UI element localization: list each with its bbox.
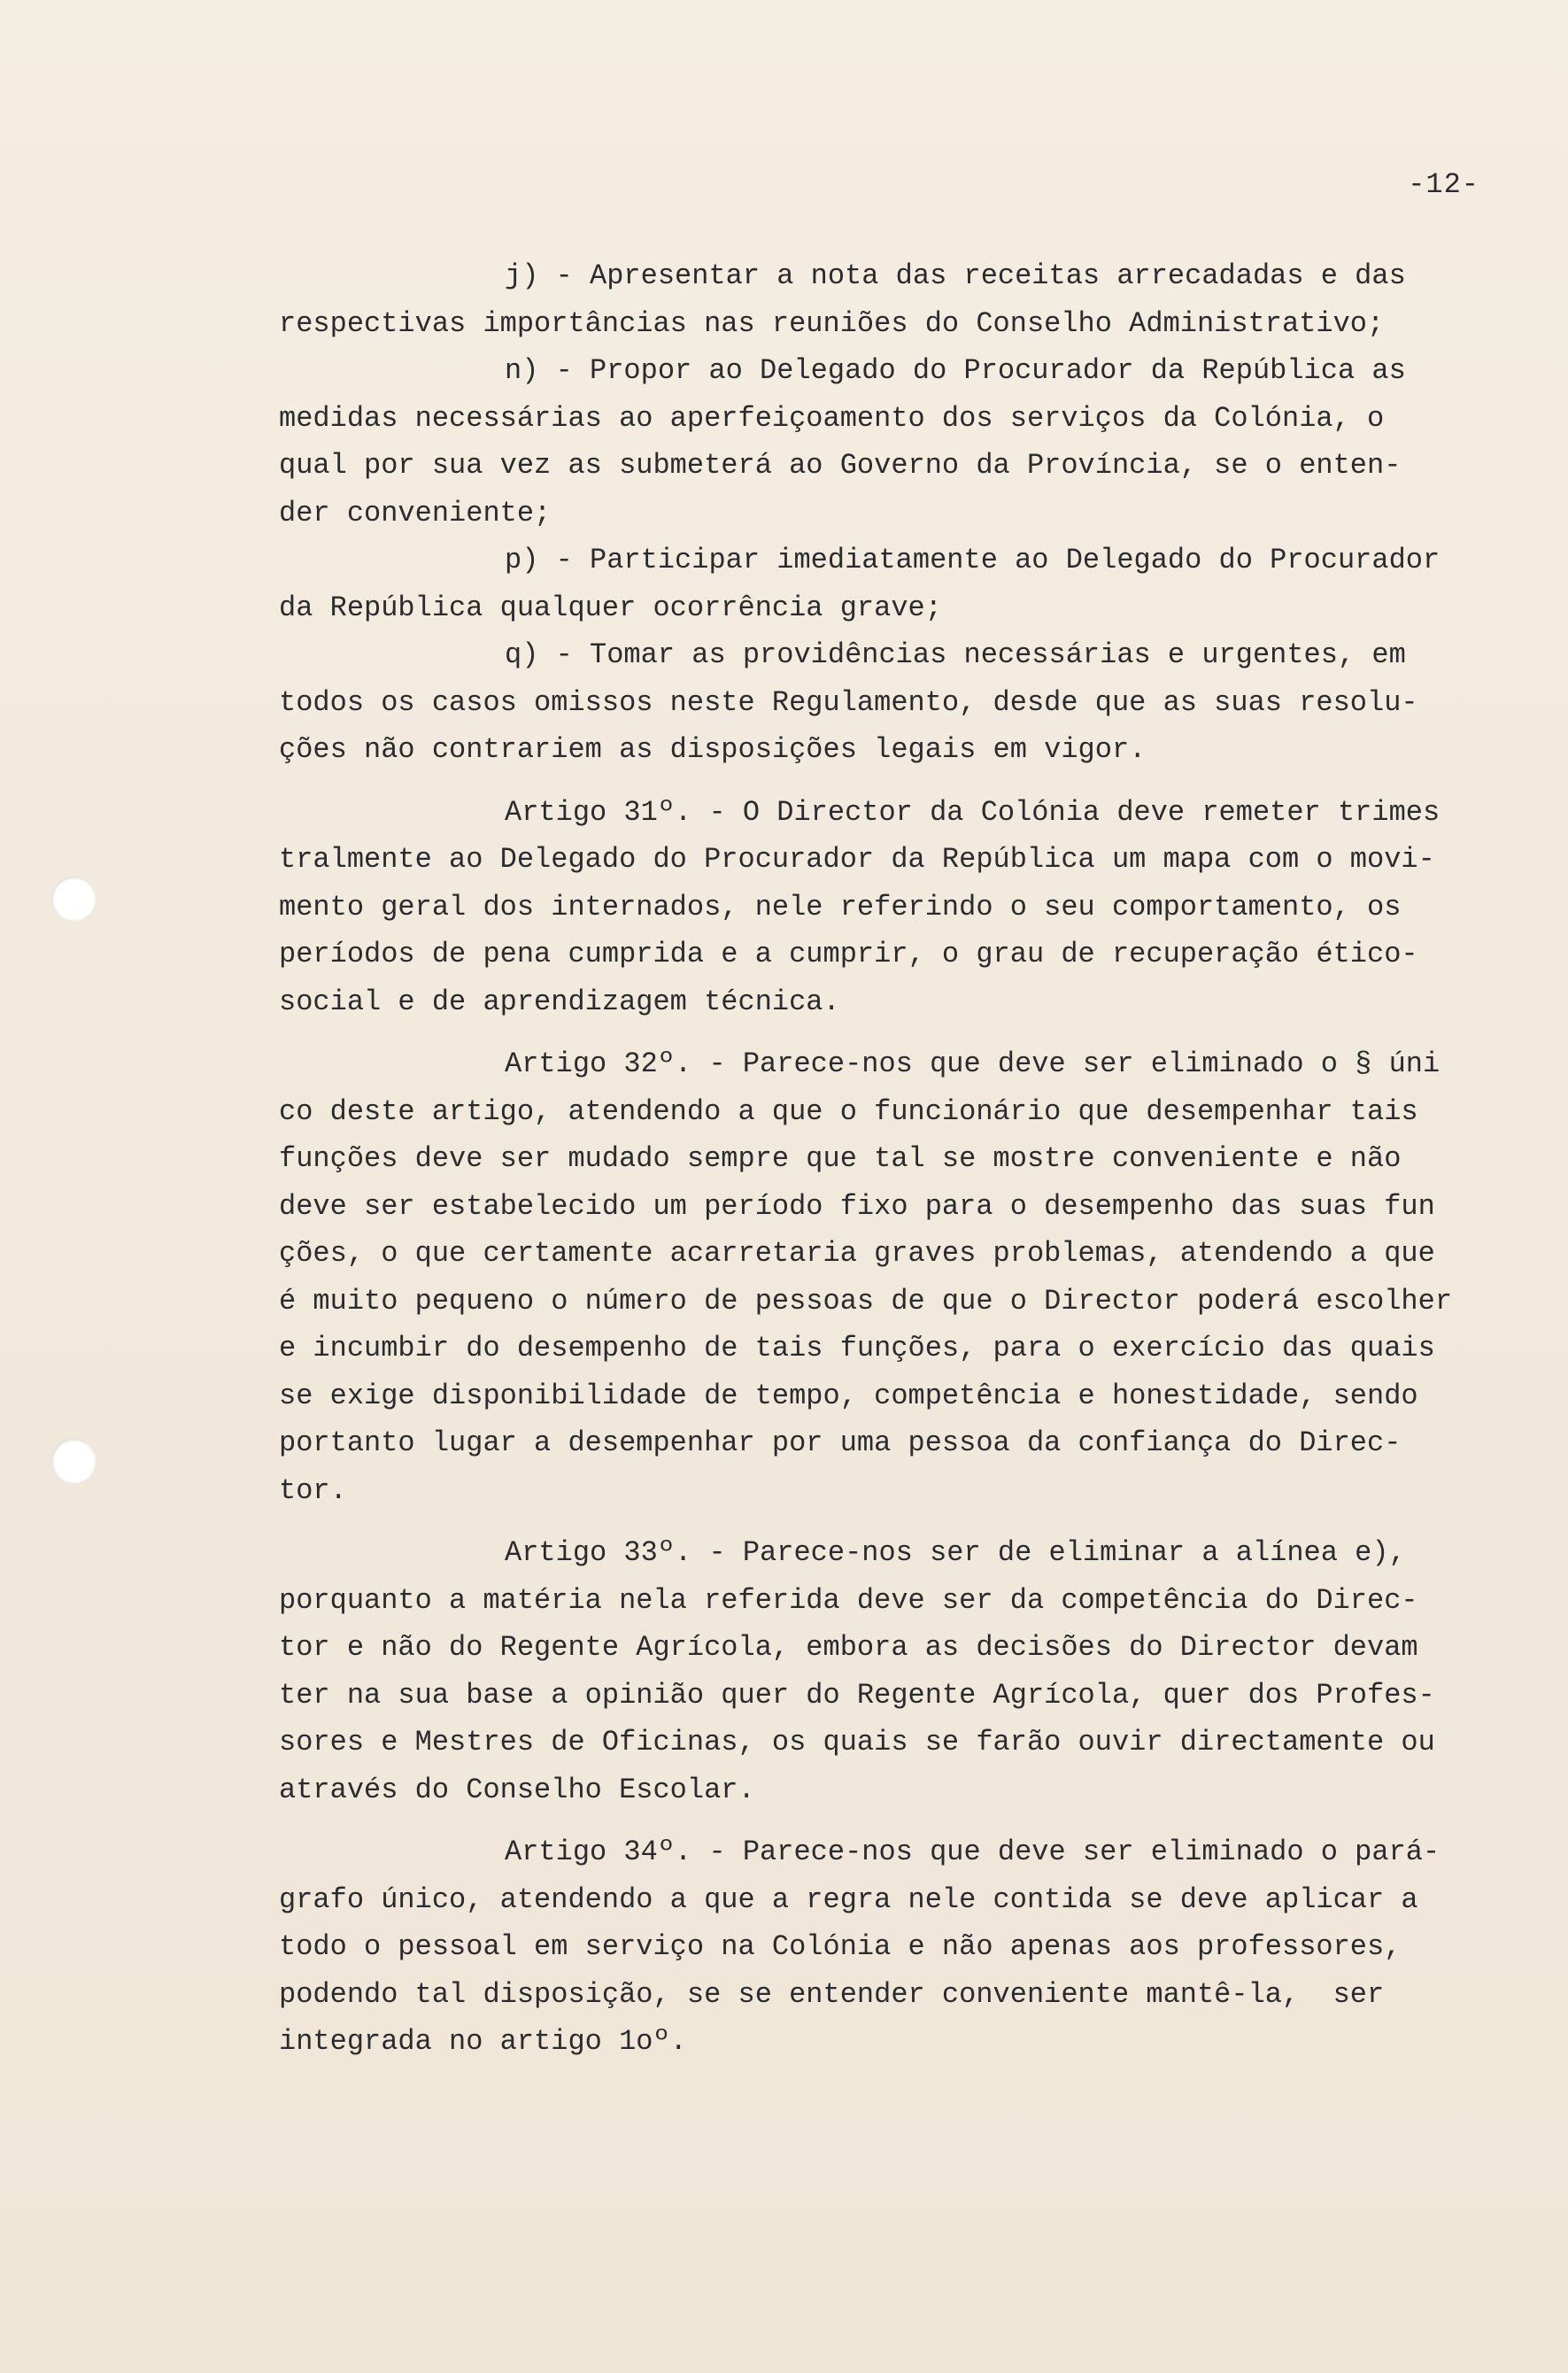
text-line: der conveniente;: [279, 496, 552, 529]
paragraph-gap: [279, 1813, 1492, 1828]
text-line: grafo único, atendendo a que a regra nele contida se deve aplicar a: [279, 1882, 1418, 1916]
punch-hole-upper: [51, 877, 96, 921]
text-line: respectivas importâncias nas reuniões do Conselho Administrativo;: [279, 306, 1385, 340]
text-line: Artigo 34º. - Parece-nos que deve ser eliminado o pará-: [505, 1836, 1441, 1868]
paragraph-gap: [279, 774, 1492, 789]
text-line: medidas necessárias ao aperfeiçoamento dos serviços da Colónia, o: [279, 401, 1385, 435]
text-line: e incumbir do desempenho de tais funções, para o exercício das quais: [279, 1332, 1435, 1364]
text-line: integrada no artigo 1oº.: [279, 2025, 687, 2058]
page-number: -12-: [1408, 168, 1479, 201]
text-line: através do Conselho Escolar.: [279, 1773, 755, 1806]
text-line: períodos de pena cumprida e a cumprir, o grau de recuperação ético-: [279, 938, 1418, 970]
text-line: da República qualquer ocorrência grave;: [279, 591, 942, 624]
text-line: funções deve ser mudado sempre que tal se mostre conveniente e não: [279, 1142, 1402, 1175]
paragraph-gap: [279, 1025, 1492, 1040]
text-line: co deste artigo, atendendo a que o funcionário que desempenhar tais: [279, 1094, 1418, 1128]
text-line: n) - Propor ao Delegado do Procurador da República as: [505, 354, 1406, 387]
text-line: podendo tal disposição, se se entender conveniente mantê-la, ser: [279, 1977, 1385, 2011]
text-line: é muito pequeno o número de pessoas de que o Director poderá escolher: [279, 1284, 1453, 1318]
text-line: social e de aprendizagem técnica.: [279, 985, 840, 1018]
text-line: ções, o que certamente acarretaria graves problemas, atendendo a que: [279, 1237, 1435, 1270]
text-line: Artigo 33º. - Parece-nos ser de eliminar a alínea e),: [505, 1536, 1406, 1569]
text-line: q) - Tomar as providências necessárias e urgentes, em: [505, 638, 1406, 671]
text-line: se exige disponibilidade de tempo, competência e honestidade, sendo: [279, 1379, 1418, 1412]
text-line: todos os casos omissos neste Regulamento, desde que as suas resolu-: [279, 685, 1418, 719]
text-line: Artigo 32º. - Parece-nos que deve ser eliminado o § úni: [505, 1047, 1441, 1080]
text-line: j) - Apresentar a nota das receitas arrecadadas e das: [505, 259, 1406, 292]
text-line: sores e Mestres de Oficinas, os quais se farão ouvir directamente ou: [279, 1726, 1435, 1758]
document-body: [279, 252, 1492, 2066]
paragraph-gap: [279, 1514, 1492, 1529]
text-line: deve ser estabelecido um período fixo para o desempenho das suas fun: [279, 1189, 1435, 1223]
text-line: portanto lugar a desempenhar por uma pessoa da confiança do Direc-: [279, 1426, 1402, 1459]
text-line: mento geral dos internados, nele referindo o seu comportamento, os: [279, 890, 1402, 924]
text-line: tralmente ao Delegado do Procurador da República um mapa com o movi-: [279, 843, 1435, 876]
punch-hole-lower: [51, 1439, 96, 1483]
text-line: tor e não do Regente Agrícola, embora as decisões do Director devam: [279, 1631, 1418, 1664]
text-line: tor.: [279, 1473, 347, 1507]
text-line: qual por sua vez as submeterá ao Governo da Província, se o enten-: [279, 449, 1402, 482]
text-line: p) - Participar imediatamente ao Delegado do Procurador: [505, 544, 1441, 576]
text-line: ter na sua base a opinião quer do Regente Agrícola, quer dos Profes-: [279, 1678, 1435, 1712]
text-line: todo o pessoal em serviço na Colónia e não apenas aos professores,: [279, 1930, 1402, 1963]
text-line: ções não contrariem as disposições legais em vigor.: [279, 733, 1147, 766]
text-line: Artigo 31º. - O Director da Colónia deve remeter trimes: [505, 795, 1441, 829]
text-line: porquanto a matéria nela referida deve ser da competência do Direc-: [279, 1583, 1418, 1617]
